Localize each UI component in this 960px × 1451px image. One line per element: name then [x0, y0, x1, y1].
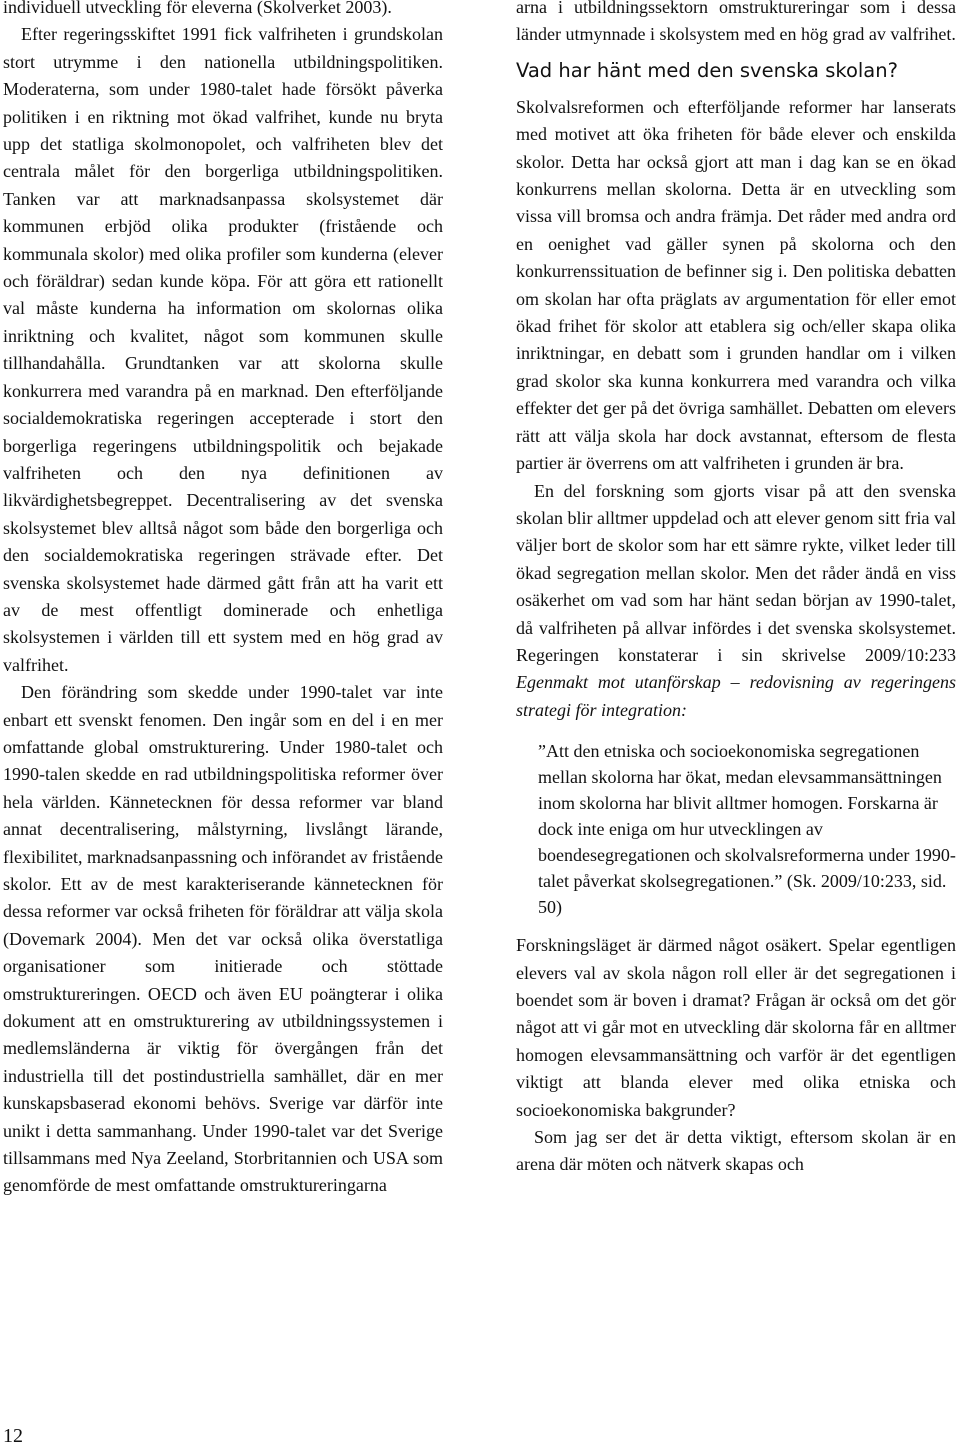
right-paragraph-2 — [516, 478, 956, 725]
right-column — [516, 0, 956, 1179]
page-number: 12 — [3, 1425, 23, 1447]
right-paragraph-2-text: En del forskning som gjorts visar på att den svenska skolan blir alltmer uppdelad och att elever genom sitt fria val väljer bort de skolor som har ett sämre rykte, vilket leder till ökad segregation mellan skolor. Men det råder ändå en viss osäkerhet om vad som har hänt sedan början av 1990-talet, då valfriheten på allvar infördes i det svenska skolsystemet. Regeringen konstaterar i sin skrivelse 2009/10:233 — [516, 480, 956, 665]
left-paragraph-1: individuell utveckling för eleverna (Skolverket 2003). — [3, 0, 392, 17]
left-paragraph-2: Efter regeringsskiftet 1991 fick valfriheten i grundskolan stort utrymme i den nationella utbildningspolitiken. Moderaterna, som under 1980-talet hade försökt påverka politiken i en riktning mot ökad valfrihet, kunde nu bryta upp det statliga skolmonopolet, och valfriheten blev det centrala målet för den borgerliga utbildningspolitiken. Tanken var att marknadsanpassa skolsystemet där kommunen erbjöd olika produkter (fristående och kommunala skolor) med olika profiler som kunderna (elever och föräldrar) sedan kunde köpa. För att göra ett rationellt val måste kunderna ha information om skolornas olika inriktning och kvalitet, något som kommunen skulle tillhandahålla. Grundtanken var att skolorna skulle konkurrera med varandra på en marknad. Den efterföljande socialdemokratiska regeringen accepterade i stort den borgerliga regeringens utbildningspolitik och bejakade valfriheten och den nya definitionen av likvärdighetsbegreppet. Decentralisering av det svenska skolsystemet blev alltså något som både den borgerliga och den socialdemokratiska regeringen strävade efter. Det svenska skolsystemet hade därmed gått från att ha varit ett av de mest offentligt dominerade och enhetliga skolsystemen i världen till ett system med en hög grad av valfrihet. — [3, 24, 443, 675]
right-paragraph-4: Som jag ser det är detta viktigt, eftersom skolan är en arena där möten och nätverk skapas och — [516, 1127, 956, 1175]
right-intro-paragraph: arna i utbildningssektorn omstruktureringar som i dessa länder utmynnade i skolsystem med en hög grad av valfrihet. — [516, 0, 956, 45]
right-paragraph-1: Skolvalsreformen och efterföljande reformer har lanserats med motivet att öka friheten för både elever och enskilda skolor. Detta har också gjort att man i dag kan se en ökad konkurrens mellan skolorna. Detta är en utveckling som vissa vill bromsa och andra främja. Det råder med andra ord en oenighet vad gäller synen på skolorna och den konkurrenssituation de befinner sig i. Den politiska debatten om skolan har ofta präglats av argumentation för eller emot ökad frihet för skolor att etablera sig och/eller skapa olika inriktningar, en debatt som i grunden handlar om i vilken grad skolor ska kunna konkurrera med varandra och vilka effekter det ger på det övriga samhället. Debatten om elevers rätt att välja skola har dock avstannat, eftersom de flesta partier är överrens om att valfriheten i grunden är bra. — [516, 96, 956, 474]
section-heading: Vad har hänt med den svenska skolan? — [516, 58, 898, 82]
publication-title: Egenmakt mot utanförskap – redovisning av regeringens strategi för integration: — [516, 672, 956, 720]
right-paragraph-3: Forskningsläget är därmed något osäkert. Spelar egentligen elevers val av skola någon roll eller är det segregationen i boendet som är boven i dramat? Frågan är också om det gör något att vi går mot en utveckling där skolorna får en alltmer homogen elevsammansättning och varför är det egentligen viktigt att blanda elever med olika etniska och socioekonomiska bakgrunder? — [516, 935, 956, 1120]
left-paragraph-3: Den förändring som skedde under 1990-talet var inte enbart ett svenskt fenomen. Den ingår som en del i en mer omfattande global omstrukturering. Under 1980-talet och 1990-talen skedde en rad utbildningspolitiska reformer över hela världen. Kännetecknen för dessa reformer var bland annat decentralisering, målstyrning, livslångt lärande, flexibilitet, marknadsanpassning och införandet av fristående skolor. Ett av de mest karakteriserande kännetecknen för dessa reformer var också friheten för föräldrar att välja skola (Dovemark 2004). Men det var också olika överstatliga organisationer som initierade och stöttade omstruktureringen. OECD och även EU poängterar i olika dokument att en omstrukturering av utbildningssystemen i medlemsländerna är viktig för övergången från det industriella till det postindustriella samhället, där en mer kunskapsbaserad ekonomi behövs. Sverige var därför inte unikt i detta sammanhang. Under 1990-talet var det Sverige tillsammans med Nya Zeeland, Storbritannien och USA som genomförde de mest omfattande omstruktureringarna — [3, 682, 443, 1196]
left-column — [3, 0, 443, 1200]
block-quote: ”Att den etniska och socioekonomiska segregationen mellan skolorna har ökat, medan elevsammansättningen inom skolorna har blivit alltmer homogen. Forskarna är dock inte eniga om hur utvecklingen av boendesegregationen och skolvalsreformerna under 1990-talet påverkat skolsegregationen.” (Sk. 2009/10:233, sid. 50) — [538, 741, 956, 918]
